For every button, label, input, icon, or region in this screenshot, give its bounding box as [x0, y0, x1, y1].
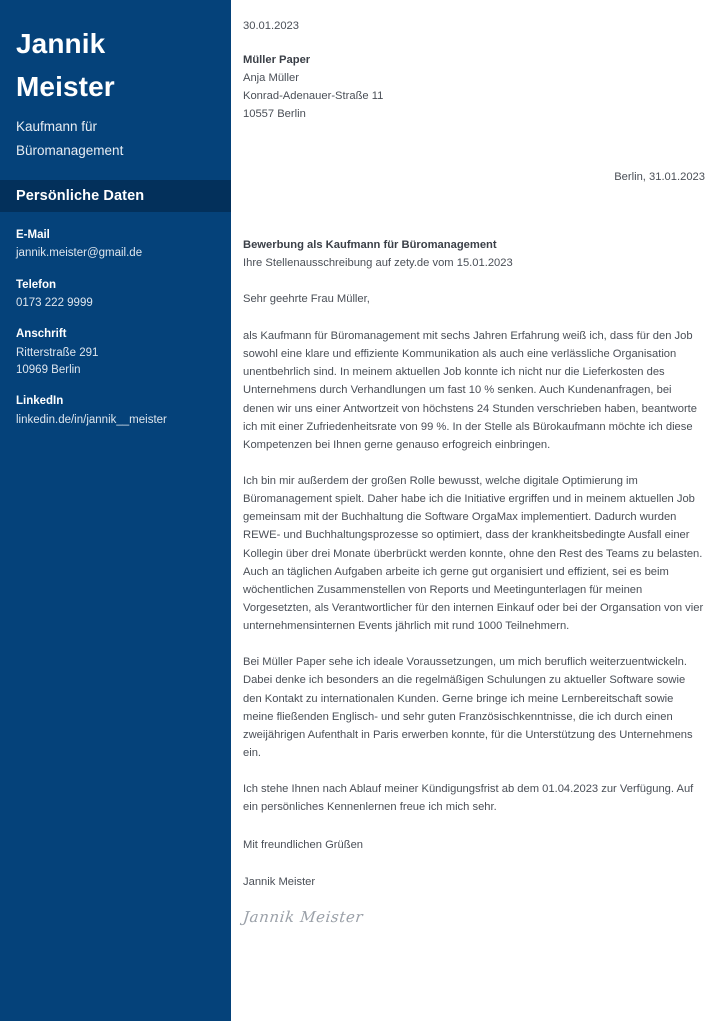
contact-block-linkedin [16, 393, 215, 429]
sidebar-job-title [0, 109, 197, 163]
contact-label-phone: Telefon [16, 278, 57, 291]
contact-label-linkedin: LinkedIn [16, 395, 64, 408]
letter-paragraph-4: Ich stehe Ihnen nach Ablauf meiner Kündigungsfrist ab dem 01.04.2023 zur Verfügung. Auf ein persönliches Kennenlernen freue ich mich sehr. [243, 783, 694, 814]
sidebar-section-header-personal-data [0, 180, 231, 212]
sidebar-job-title-line-2: Büromanagement [16, 142, 124, 158]
sidebar-last-name: Meister [16, 71, 115, 103]
recipient-contact-person: Anja Müller [243, 71, 299, 84]
contact-block-email [16, 227, 215, 263]
letter-subject-reference: Ihre Stellenausschreibung auf zety.de vom 15.01.2023 [243, 257, 513, 270]
letter-signature: Jannik Meister [242, 907, 365, 926]
letter-date: 30.01.2023 [243, 20, 299, 32]
letter-place-and-date: Berlin, 31.01.2023 [614, 171, 705, 184]
sidebar-section-title: Persönliche Daten [16, 187, 145, 204]
recipient-street: Konrad-Adenauer-Straße 11 [243, 90, 384, 103]
letter-salutation: Sehr geehrte Frau Müller, [243, 293, 370, 306]
sidebar-contact-list [0, 212, 231, 429]
recipient-company: Müller Paper [243, 53, 311, 66]
letter-subject-title: Bewerbung als Kaufmann für Büromanagement [243, 239, 497, 252]
letter-paragraph-2: Ich bin mir außerdem der großen Rolle bewusst, welche digitale Optimierung im Büromanagement spielt. Daher habe ich die Initiative ergriffen und in meinem aktuellen Job gemeinsam mit der Buchhaltung die Software OrgaMax implementiert. Dadurch wurden REWE- und Buchhaltungsprozesse so optimiert, dass der krankheitsbedingte Ausfall einer Kollegin über drei Monate überbrückt werden konnte, ohne den Rest des Teams zu belasten. Auch an täglichen Aufgaben arbeite ich gerne gut organisiert und effizient, sei es beim wöchentlichen Zusammenstellen von Reports und Meetingunterlagen für meinen Vorgesetzten, als Verantwortlicher für den internen Einkauf oder bei der Organsation von vier unternehmensinternen Events jährlich mit rund 1000 Teilnehmern. [243, 475, 704, 633]
contact-label-email: E-Mail [16, 228, 50, 241]
sidebar-name-block [0, 0, 231, 109]
contact-value-linkedin[interactable]: linkedin.de/in/jannik__meister [16, 413, 167, 426]
recipient-city: 10557 Berlin [243, 108, 306, 121]
letter-closing: Mit freundlichen Grüßen [243, 839, 364, 852]
sidebar-job-title-line-1: Kaufmann für [16, 118, 98, 134]
sidebar-first-name: Jannik [16, 28, 106, 59]
contact-block-address [16, 326, 215, 379]
letter-paragraph-1: als Kaufmann für Büromanagement mit sechs Jahren Erfahrung weiß ich, dass für den Job sowohl eine klare und effiziente Kommunikation als auch eine verlässliche Organisation unentbehrlich sind. In meinem aktuellen Job konnte ich nicht nur die Lieferkosten des Unternehmens durch Verhandlungen um fast 10 % senken. Auch Kundenanfragen, bei denen wir uns einer Antwortzeit von höchstens 24 Stunden verschrieben haben, beantworte ich mit einer Zufriedenheitsrate von 99 %. In der Stelle als Bürokaufmann möchte ich diese Kompetenzen bei Ihnen gerne genauso erfogreich einbringen. [243, 330, 698, 451]
letter-sender-name: Jannik Meister [243, 876, 316, 889]
letter-subject-block [243, 236, 705, 272]
recipient-address-block [243, 51, 705, 124]
letter-body [231, 0, 722, 1021]
contact-label-address: Anschrift [16, 328, 67, 341]
contact-value-phone[interactable]: 0173 222 9999 [16, 296, 93, 309]
sidebar [0, 0, 231, 1021]
contact-value-address-street: Ritterstraße 291 [16, 346, 99, 359]
contact-value-email[interactable]: jannik.meister@gmail.de [16, 247, 143, 260]
contact-block-phone [16, 277, 215, 313]
contact-value-address-city: 10969 Berlin [16, 363, 81, 376]
letter-paragraph-3: Bei Müller Paper sehe ich ideale Voraussetzungen, um mich beruflich weiterzuentwickeln. Dabei denke ich besonders an die regelmäßigen Schulungen zu aktueller Software sowie den Kontakt zu internationalen Kunden. Gerne bringe ich meine Lernbereitschaft sowie meine fließenden Englisch- und sehr guten Französischkenntnisse, die ich durch einen zweijährigen Aufenthalt in Paris erwerben konnte, für die Unterstützung des Unternehmens ein. [243, 656, 693, 759]
